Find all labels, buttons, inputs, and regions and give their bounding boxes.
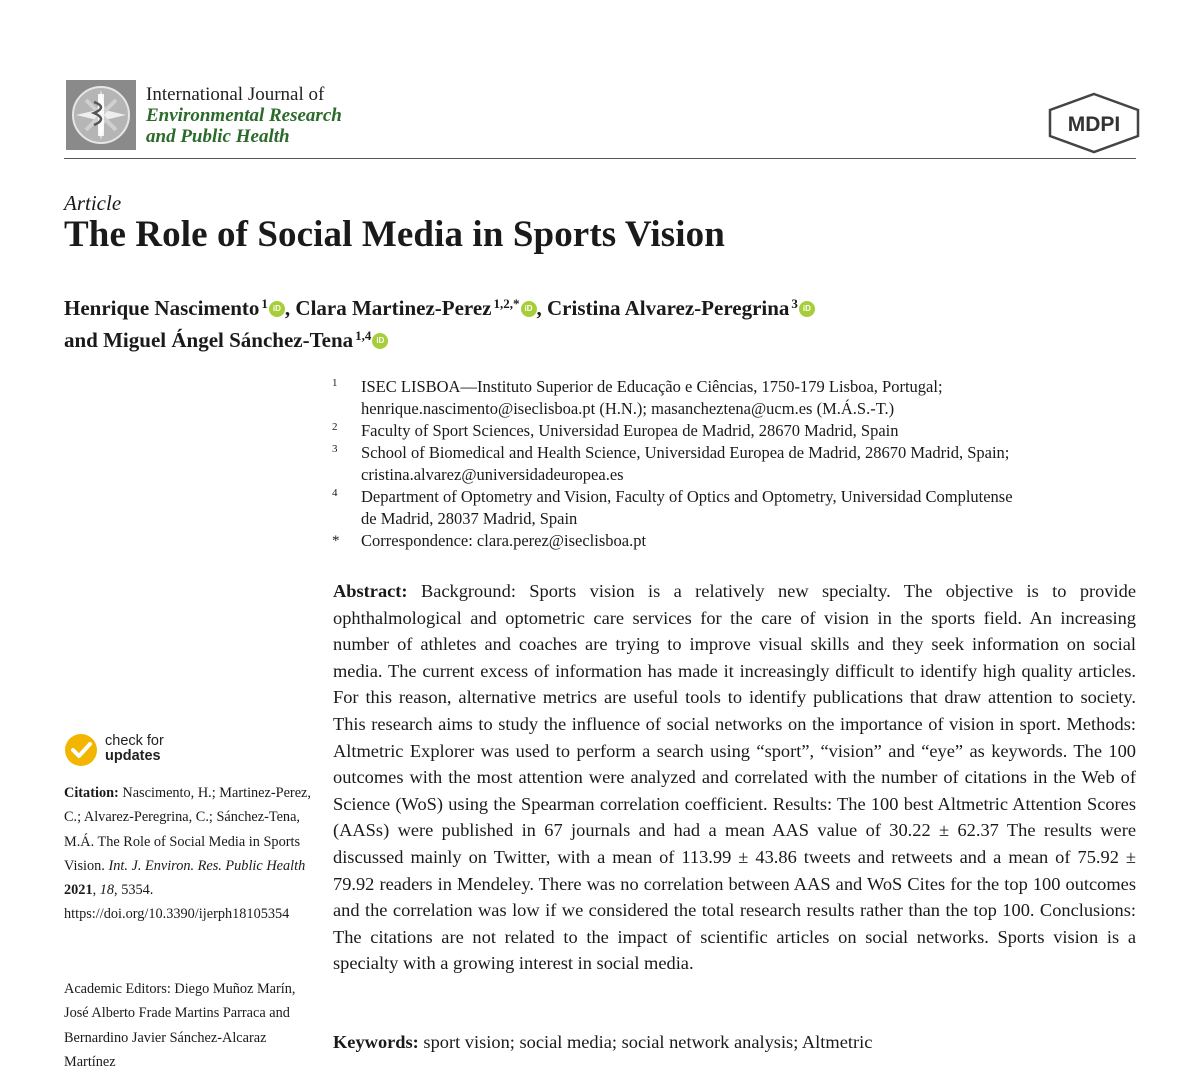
affiliation-line: de Madrid, 28037 Madrid, Spain: [361, 509, 578, 528]
affiliation-line: Faculty of Sport Sciences, Universidad Europea de Madrid, 28670 Madrid, Spain: [361, 421, 899, 440]
keywords-text: sport vision; social media; social network analysis; Altmetric: [423, 1032, 873, 1052]
author-name: Clara Martinez-Perez: [295, 296, 492, 320]
orcid-icon[interactable]: iD: [372, 333, 388, 349]
check-updates-line1: check for: [105, 733, 164, 749]
journal-name: [146, 84, 342, 147]
mdpi-logo-text: MDPI: [1067, 113, 1121, 136]
mdpi-logo: [1046, 92, 1142, 154]
abstract: [333, 578, 1136, 977]
orcid-icon[interactable]: iD: [521, 301, 537, 317]
affiliation-mark: 2: [332, 421, 338, 433]
affiliation-line[interactable]: cristina.alvarez@universidadeuropea.es: [361, 465, 624, 484]
affiliations: [332, 376, 1142, 552]
citation-doi[interactable]: , 5354. https://doi.org/10.3390/ijerph18105354: [64, 882, 290, 923]
citation-label: Citation:: [64, 785, 119, 801]
academic-editors: Academic Editors: Diego Muñoz Marín, José Alberto Frade Martins Parraca and Bernardino Javier Sánchez-Alcaraz Martínez: [64, 981, 296, 1070]
orcid-icon[interactable]: iD: [799, 301, 815, 317]
abstract-label: Abstract:: [333, 581, 408, 601]
author-separator: ,: [536, 296, 547, 320]
affiliation-mark: 4: [332, 487, 338, 499]
orcid-icon[interactable]: iD: [269, 301, 285, 317]
journal-name-line3: and Public Health: [146, 126, 290, 147]
author-separator: ,: [284, 296, 296, 320]
author-name: and Miguel Ángel Sánchez-Tena: [64, 328, 354, 352]
author-affiliation: 1,2,*: [493, 296, 520, 311]
journal-logo: [66, 80, 136, 150]
correspondence-line[interactable]: Correspondence: clara.perez@iseclisboa.pt: [361, 531, 647, 550]
author-affiliation: 3: [791, 296, 798, 311]
author-name: Henrique Nascimento: [64, 296, 260, 320]
affiliation-line: ISEC LISBOA—Instituto Superior de Educação e Ciências, 1750-179 Lisboa, Portugal;: [361, 377, 943, 396]
journal-name-line1: International Journal of: [146, 84, 325, 105]
affiliation-mark: 1: [332, 377, 338, 389]
affiliation-mark: 3: [332, 443, 338, 455]
citation-text: Nascimento, H.; Martinez-Perez, C.; Alvarez-Peregrina, C.; Sánchez-Tena, M.Á. The Role of Social Media in Sports Vision.: [64, 785, 311, 874]
check-updates-line2: updates: [105, 748, 161, 764]
keywords-label: Keywords:: [333, 1032, 419, 1052]
affiliation-line: School of Biomedical and Health Science, Universidad Europea de Madrid, 28670 Madrid, Spain;: [361, 443, 1010, 462]
check-updates-icon: [64, 733, 98, 767]
journal-name-line2: Environmental Research: [146, 105, 342, 126]
abstract-text: Background: Sports vision is a relatively new specialty. The objective is to provide ophthalmological and optometric care services for the care of vision in the sports field. An increasing number of athletes and coaches are trying to improve visual skills and they seek information on social media. The current excess of information has made it increasingly difficult to identify high quality articles. For this reason, alternative metrics are useful tools to identify publications that draw attention to society. This research aims to study the influence of social networks on the importance of vision in sport. Methods: Altmetric Explorer was used to perform a search using “sport”, “vision” and “eye” as keywords. The 100 outcomes with the most attention were analyzed and correlated with the number of citations in the Web of Science (WoS) using the Spearman correlation coefficient. Results: The 100 best Altmetric Attention Scores (AASs) were published in 67 journals and had a mean AAS value of 30.22 ± 62.37 The results were discussed mainly on Twitter, with a mean of 113.99 ± 43.86 tweets and retweets and a mean of 75.92 ± 79.92 readers in Mendeley. There was no correlation between AAS and WoS Cites for the top 100 outcomes and the correlation was low if we considered the total research results rather than the top 100. Conclusions: The citations are not related to the impact of scientific articles on social networks. Sports vision is a specialty with a growing interest in social media.: [333, 581, 1136, 974]
correspondence-item: [332, 530, 1142, 552]
affiliation-line: Department of Optometry and Vision, Faculty of Optics and Optometry, Universidad Complutense: [361, 487, 1013, 506]
check-for-updates-badge[interactable]: [64, 733, 264, 769]
affiliation-item: [332, 486, 1142, 530]
author-affiliation: 1,4: [355, 328, 372, 343]
author-line-2: [64, 322, 815, 354]
keywords: [333, 1029, 1136, 1055]
article-type: Article: [64, 191, 122, 215]
author-line-1: [64, 290, 815, 322]
citation-year: 2021: [64, 882, 93, 899]
header-divider: [64, 158, 1136, 159]
author-name: Cristina Alvarez-Peregrina: [547, 296, 790, 320]
affiliation-item: [332, 442, 1142, 486]
affiliation-line[interactable]: henrique.nascimento@iseclisboa.pt (H.N.); masancheztena@ucm.es (M.Á.S.-T.): [361, 399, 895, 418]
author-affiliation: 1: [261, 296, 268, 311]
affiliation-item: [332, 420, 1142, 442]
article-title: The Role of Social Media in Sports Vision: [64, 214, 725, 255]
citation-volume: 18: [99, 882, 115, 899]
citation-block: Citation: Nascimento, H.; Martinez-Perez, C.; Alvarez-Peregrina, C.; Sánchez-Tena, M.Á. The Role of Social Media in Sports Vision. Int. J. Environ. Res. Public Health 2021, 18, 5354. https://doi.org/10.3390/ijerph18105354: [64, 785, 311, 923]
affiliation-item: [332, 376, 1142, 420]
affiliation-mark: *: [332, 533, 340, 549]
author-list: [64, 290, 815, 354]
citation-journal: Int. J. Environ. Res. Public Health: [108, 857, 306, 874]
